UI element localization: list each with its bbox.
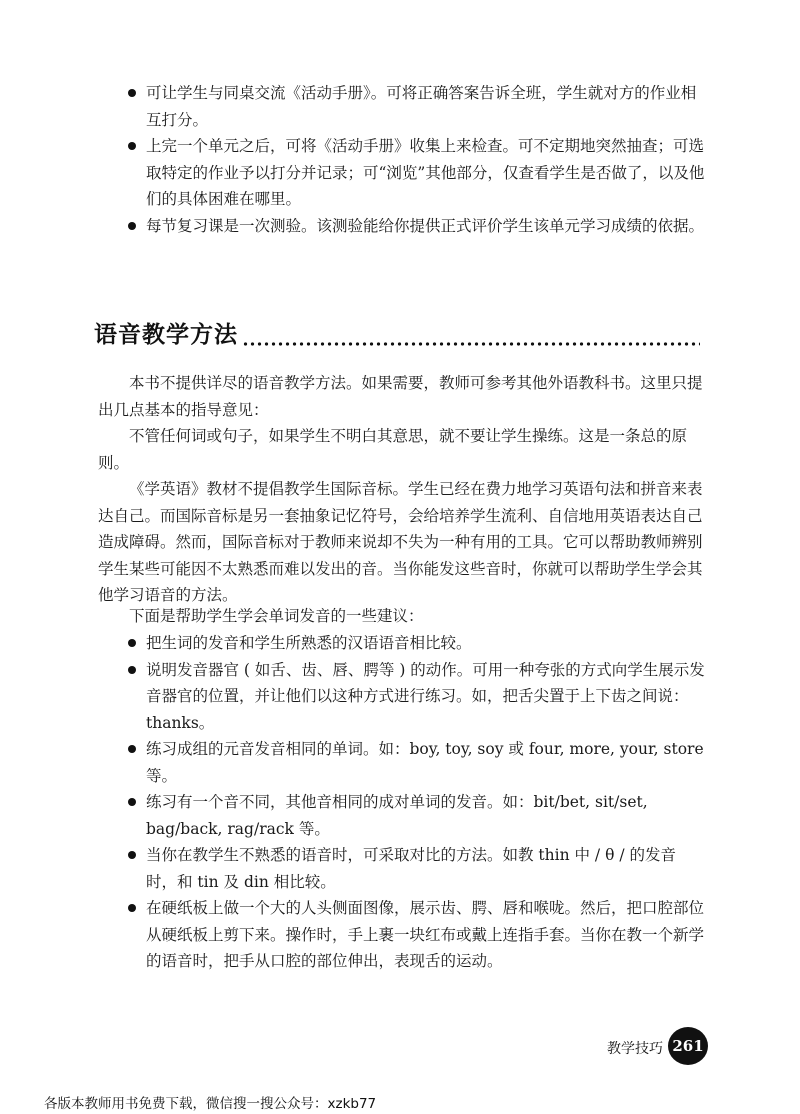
bullet-icon bbox=[128, 89, 136, 97]
bullet-icon bbox=[128, 798, 136, 806]
bullet-icon bbox=[128, 666, 136, 674]
bullet-icon bbox=[128, 745, 136, 753]
list-item bbox=[126, 895, 706, 975]
list-item-text: 每节复习课是一次测验。该测验能给你提供正式评价学生该单元学习成绩的依据。 bbox=[146, 216, 705, 235]
watermark-text: 各版本教师用书免费下载，微信搜一搜公众号：xzkb77 bbox=[44, 1096, 377, 1112]
page-number-badge: 261 bbox=[668, 1027, 708, 1065]
list-item bbox=[126, 657, 706, 737]
list-item-text: 在硬纸板上做一个大的人头侧面图像，展示齿、腭、唇和喉咙。然后，把口腔部位从硬纸板上剪下来。操作时，手上裹一块红布或戴上连指手套。当你在教一个新学的语音时，把手从口腔的部位伸出，表现舌的运动。 bbox=[146, 899, 705, 970]
bullet-icon bbox=[128, 222, 136, 230]
list-item bbox=[126, 630, 706, 657]
bullet-icon bbox=[128, 639, 136, 647]
section-heading bbox=[94, 316, 700, 352]
dotted-rule bbox=[242, 342, 700, 346]
assessment-bullet-list bbox=[126, 80, 706, 239]
bullet-icon bbox=[128, 904, 136, 912]
list-item bbox=[126, 789, 706, 842]
running-footer: 教学技巧 bbox=[607, 1041, 663, 1057]
bullet-icon bbox=[128, 142, 136, 150]
paragraph: 不管任何词或句子，如果学生不明白其意思，就不要让学生操练。这是一条总的原则。 bbox=[98, 427, 688, 472]
section-title: 语音教学方法 bbox=[94, 322, 238, 348]
paragraph: 下面是帮助学生学会单词发音的一些建议： bbox=[129, 607, 424, 625]
list-item-text: 说明发音器官 ( 如舌、齿、唇、腭等 ) 的动作。可用一种夸张的方式向学生展示发音器官的位置，并让他们以这种方式进行练习。如，把舌尖置于上下齿之间说：thanks。 bbox=[146, 660, 705, 732]
bullet-icon bbox=[128, 851, 136, 859]
pronunciation-tips-list bbox=[126, 630, 706, 975]
list-item bbox=[126, 213, 706, 240]
list-item bbox=[126, 133, 706, 213]
paragraph: 本书不提供详尽的语音教学方法。如果需要，教师可参考其他外语教科书。这里只提出几点基本的指导意见： bbox=[98, 374, 703, 419]
list-item-text: 把生词的发音和学生所熟悉的汉语语音相比较。 bbox=[146, 634, 472, 652]
list-item-text: 练习成组的元音发音相同的单词。如：boy, toy, soy 或 four, more, your, store 等。 bbox=[146, 740, 704, 785]
list-item-text: 当你在教学生不熟悉的语音时，可采取对比的方法。如教 thin 中 / θ / 的发音时，和 tin 及 din 相比较。 bbox=[146, 846, 676, 891]
list-item-text: 练习有一个音不同，其他音相同的成对单词的发音。如：bit/bet, sit/set, bag/back, rag/rack 等。 bbox=[146, 793, 648, 838]
list-item bbox=[126, 736, 706, 789]
list-item bbox=[126, 80, 706, 133]
list-item bbox=[126, 842, 706, 895]
paragraph: 《学英语》教材不提倡教学生国际音标。学生已经在费力地学习英语句法和拼音来表达自己。而国际音标是另一套抽象记忆符号，会给培养学生流利、自信地用英语表达自己造成障碍。然而，国际音标对于教师来说却不失为一种有用的工具。它可以帮助教师辨别学生某些可能因不太熟悉而难以发出的音。当你能发这些音时，你就可以帮助学生学会其他学习语音的方法。 bbox=[98, 480, 703, 604]
list-item-text: 可让学生与同桌交流《活动手册》。可将正确答案告诉全班，学生就对方的作业相互打分。 bbox=[146, 84, 697, 129]
list-item-text: 上完一个单元之后，可将《活动手册》收集上来检查。可不定期地突然抽查；可选取特定的作业予以打分并记录；可“浏览”其他部分，仅查看学生是否做了，以及他们的具体困难在哪里。 bbox=[146, 137, 705, 208]
